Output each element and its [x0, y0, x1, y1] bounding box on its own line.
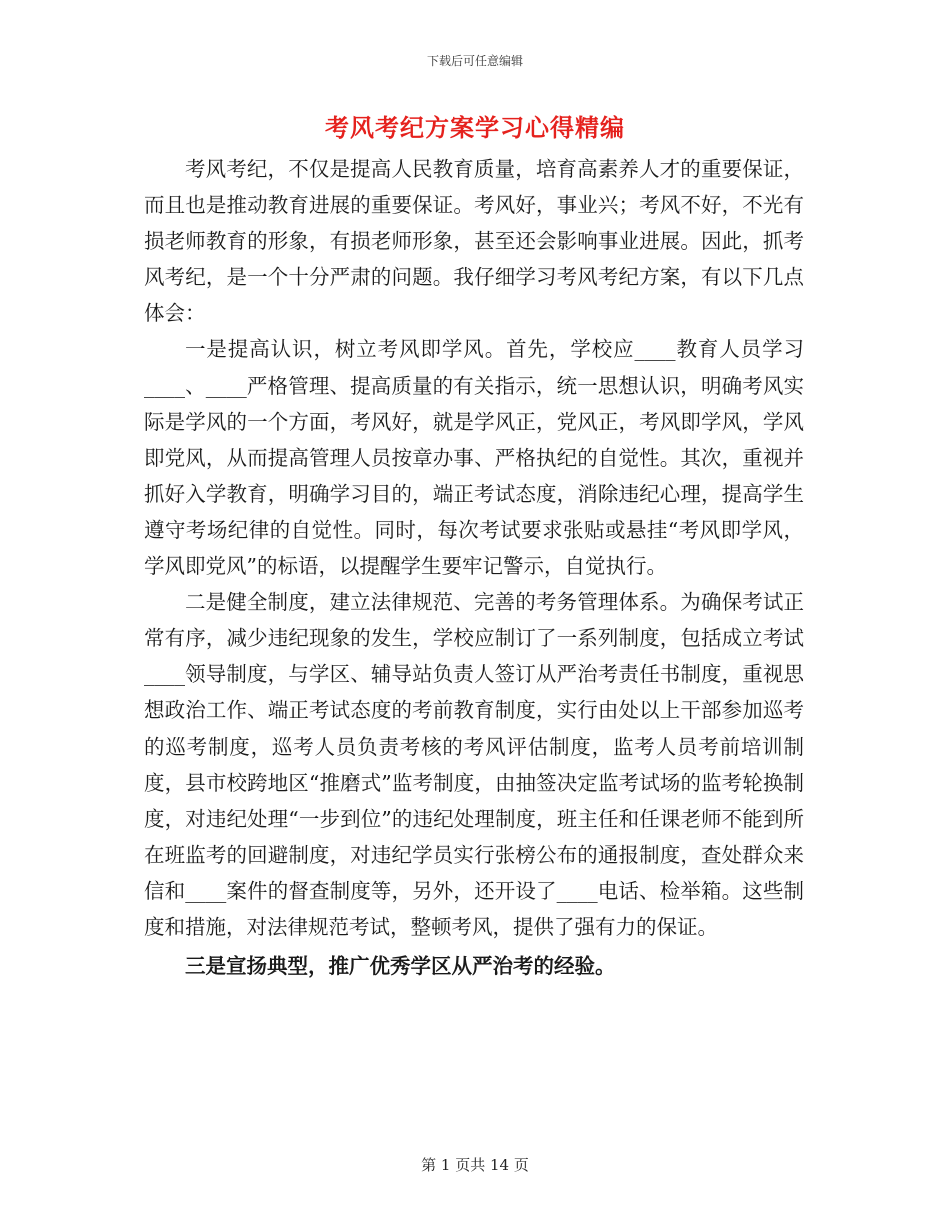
page-number: 第 1 页共 14 页 [421, 1156, 529, 1174]
header-note: 下载后可任意编辑 [426, 54, 523, 68]
paragraph-point-three: 三是宣扬典型，推广优秀学区从严治考的经验。 [185, 954, 616, 979]
paragraph-point-two: 二是健全制度，建立法律规范、完善的考务管理体系。为确保考试正常有序，减少违纪现象的发生，学校应制订了一系列制度，包括成立考试____领导制度，与学区、辅导站负责人签订从严治考责任书制度，重视思想政治工作、端正考试态度的考前教育制度，实行由处以上干部参加巡考的巡考制度，巡考人员负责考核的考风评估制度，监考人员考前培训制度，县市校跨地区“推磨式”监考制度，由抽签决定监考试场的监考轮换制度，对违纪处理“一步到位”的违纪处理制度，班主任和任课老师不能到所在班监考的回避制度，对违纪学员实行张榜公布的通报制度，查处群众来信和____案件的督查制度等，另外，还开设了____电话、检举箱。这些制度和措施，对法律规范考试，整顿考风，提供了强有力的保证。 [144, 590, 804, 939]
document-body [144, 151, 804, 984]
document-title: 考风考纪方案学习心得精编 [325, 113, 625, 142]
paragraph-intro: 考风考纪，不仅是提高人民教育质量，培育高素养人才的重要保证，而且也是推动教育进展的重要保证。考风好，事业兴；考风不好，不光有损老师教育的形象，有损老师形象，甚至还会影响事业进展。因此，抓考风考纪，是一个十分严肃的问题。我仔细学习考风考纪方案，有以下几点体会： [144, 157, 804, 326]
paragraph-point-one: 一是提高认识，树立考风即学风。首先，学校应____教育人员学习____、____严格管理、提高质量的有关指示，统一思想认识，明确考风实际是学风的一个方面，考风好，就是学风正，党风正，考风即学风，学风即党风，从而提高管理人员按章办事、严格执纪的自觉性。其次，重视并抓好入学教育，明确学习目的，端正考试态度，消除违纪心理，提高学生遵守考场纪律的自觉性。同时，每次考试要求张贴或悬挂“考风即学风，学风即党风”的标语，以提醒学生要牢记警示，自觉执行。 [144, 337, 804, 579]
